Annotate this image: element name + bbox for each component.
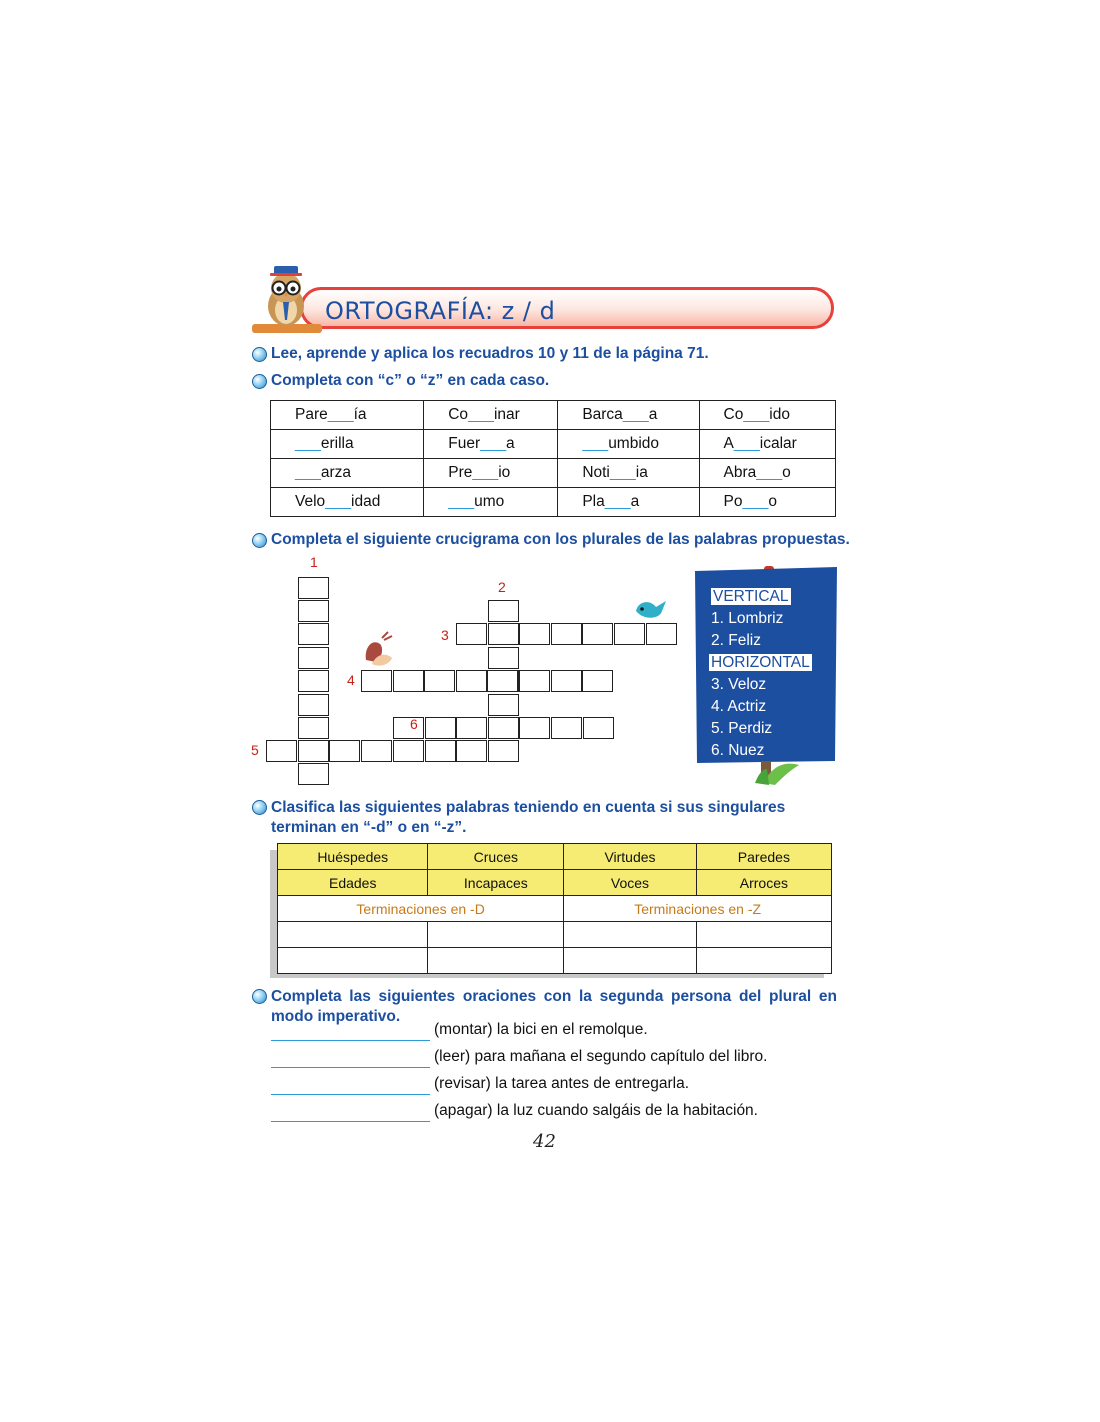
crossword-cell[interactable]: [298, 623, 329, 645]
word-suffix: a: [505, 435, 515, 452]
fill-cell[interactable]: [271, 401, 424, 430]
fill-in-table: [270, 400, 836, 517]
table-row: [278, 896, 832, 922]
blank-mark: ___: [295, 464, 321, 481]
instruction-3: Completa el siguiente crucigrama con los plurales de las palabras propuestas.: [271, 531, 850, 548]
sentence-3: (revisar) la tarea antes de entregarla.: [434, 1075, 690, 1092]
answer-row: [278, 948, 832, 974]
word-cell: Virtudes: [564, 844, 697, 870]
blank-mark: ___: [733, 435, 760, 452]
word-suffix: umbido: [608, 435, 660, 452]
crossword-cell[interactable]: [298, 694, 329, 716]
crossword-cell[interactable]: [425, 740, 456, 762]
crossword-cell[interactable]: [266, 740, 297, 762]
crossword-cell[interactable]: [393, 717, 424, 739]
answer-cell[interactable]: [564, 948, 697, 974]
fill-cell[interactable]: [271, 430, 424, 459]
header-terminaciones-z: Terminaciones en -Z: [564, 896, 832, 922]
word-prefix: Co: [723, 406, 744, 423]
blank-mark: ___: [325, 493, 352, 510]
instruction-1: Lee, aprende y aplica los recuadros 10 y 11 de la página 71.: [271, 345, 709, 362]
word-suffix: icalar: [759, 435, 797, 452]
crossword-cell[interactable]: [361, 670, 392, 692]
crossword-cell[interactable]: [361, 740, 392, 762]
blank-mark: ___: [295, 435, 321, 452]
classify-table: [277, 843, 832, 974]
word-cell: Huéspedes: [278, 844, 428, 870]
clue-2: 2. Feliz: [711, 632, 761, 649]
word-suffix: ido: [769, 406, 790, 423]
crossword-cell[interactable]: [519, 670, 550, 692]
word-prefix: Abra: [723, 464, 757, 481]
instruction-4: Clasifica las siguientes palabras teniendo en cuenta si sus singulares terminan en “-d” o en “-z”.: [271, 799, 786, 836]
blank-mark: ___: [743, 406, 770, 423]
crossword-cell[interactable]: [424, 670, 455, 692]
fill-cell[interactable]: [558, 401, 699, 430]
blank-mark: ___: [327, 406, 354, 423]
word-prefix: Pre: [448, 464, 473, 481]
crossword-cell[interactable]: [582, 623, 613, 645]
answer-line-2[interactable]: [271, 1049, 430, 1068]
word-cell: Incapaces: [428, 870, 564, 896]
blank-mark: ___: [622, 406, 649, 423]
crossword-cell[interactable]: [298, 577, 329, 599]
answer-line-4[interactable]: [271, 1103, 430, 1122]
blank-mark: ___: [480, 435, 506, 452]
sentence-4: (apagar) la luz cuando salgáis de la habitación.: [434, 1102, 758, 1119]
crossword-cell[interactable]: [519, 623, 550, 645]
sentence-2: (leer) para mañana el segundo capítulo del libro.: [434, 1048, 768, 1065]
clue-number-5: 5: [251, 742, 259, 758]
crossword-cell[interactable]: [298, 740, 329, 762]
butterfly-icon: [362, 630, 398, 670]
sentence-1: (montar) la bici en el remolque.: [434, 1021, 648, 1038]
fill-cell[interactable]: [699, 401, 835, 430]
answer-cell[interactable]: [428, 948, 564, 974]
fill-cell[interactable]: [558, 459, 699, 488]
fill-cell[interactable]: [424, 430, 558, 459]
fill-cell[interactable]: [424, 488, 558, 517]
table-row: [278, 844, 832, 870]
crossword-cell[interactable]: [583, 717, 614, 739]
table-row: [271, 488, 836, 517]
word-suffix: o: [768, 493, 778, 510]
crossword-clues: [711, 586, 812, 762]
instruction-5: Completa las siguientes oraciones con la segunda persona del plural en modo imperativo.: [271, 988, 837, 1025]
blank-mark: ___: [756, 464, 783, 481]
answer-cell[interactable]: [278, 948, 428, 974]
crossword-cell[interactable]: [456, 623, 487, 645]
fill-cell[interactable]: [558, 430, 699, 459]
word-suffix: idad: [351, 493, 381, 510]
crossword-cell[interactable]: [298, 670, 329, 692]
clue-4: 4. Actriz: [711, 698, 767, 715]
crossword-cell[interactable]: [614, 623, 645, 645]
crossword-cell[interactable]: [393, 670, 424, 692]
crossword-cell[interactable]: [582, 670, 613, 692]
crossword-cell[interactable]: [298, 647, 329, 669]
bullet-icon: [252, 374, 267, 389]
word-cell: Voces: [564, 870, 697, 896]
clue-number-3: 3: [441, 627, 449, 643]
word-suffix: inar: [493, 406, 520, 423]
clue-number-6: 6: [410, 716, 418, 732]
blank-mark: ___: [472, 464, 499, 481]
answer-cell[interactable]: [564, 922, 697, 948]
clue-1: 1. Lombriz: [711, 610, 784, 627]
crossword-cell[interactable]: [519, 717, 550, 739]
word-suffix: a: [648, 406, 658, 423]
answer-line-1[interactable]: [271, 1022, 430, 1041]
word-suffix: ía: [353, 406, 367, 423]
crossword-cell[interactable]: [298, 763, 329, 785]
page-number: 42: [533, 1131, 556, 1152]
word-suffix: io: [498, 464, 511, 481]
word-cell: Edades: [278, 870, 428, 896]
word-suffix: umo: [474, 493, 505, 510]
fill-cell[interactable]: [271, 488, 424, 517]
word-suffix: ia: [635, 464, 648, 481]
crossword-cell[interactable]: [551, 717, 582, 739]
table-row: [271, 430, 836, 459]
bird-icon: [632, 597, 672, 623]
fill-cell[interactable]: [271, 459, 424, 488]
table-row: [271, 459, 836, 488]
clue-number-2: 2: [498, 579, 506, 595]
fill-cell[interactable]: [699, 488, 835, 517]
crossword-cell[interactable]: [298, 717, 329, 739]
crossword-cell[interactable]: [488, 623, 519, 645]
blank-mark: ___: [582, 435, 609, 452]
word-prefix: Co: [448, 406, 469, 423]
fill-cell[interactable]: [424, 459, 558, 488]
header-terminaciones-d: Terminaciones en -D: [278, 896, 564, 922]
word-suffix: a: [630, 493, 640, 510]
answer-row: [278, 922, 832, 948]
word-prefix: Pla: [582, 493, 605, 510]
owl-mascot-icon: [252, 262, 322, 336]
word-prefix: Barca: [582, 406, 623, 423]
word-cell: Arroces: [696, 870, 831, 896]
crossword-cell[interactable]: [488, 600, 519, 622]
page-title: ORTOGRAFÍA: z / d: [325, 297, 556, 325]
crossword-cell[interactable]: [298, 600, 329, 622]
vertical-heading: VERTICAL: [713, 588, 789, 605]
word-suffix: o: [782, 464, 791, 481]
fill-cell[interactable]: [699, 430, 835, 459]
blank-mark: ___: [604, 493, 631, 510]
word-prefix: Velo: [295, 493, 326, 510]
crossword-cell[interactable]: [393, 740, 424, 762]
word-suffix: erilla: [320, 435, 354, 452]
crossword-cell[interactable]: [488, 740, 519, 762]
bullet-icon: [252, 347, 267, 362]
clue-number-1: 1: [310, 554, 318, 570]
crossword-cell[interactable]: [646, 623, 677, 645]
word-prefix: Noti: [582, 464, 610, 481]
crossword-cell[interactable]: [456, 717, 487, 739]
table-row: [278, 870, 832, 896]
bullet-icon: [252, 533, 267, 548]
clue-6: 6. Nuez: [711, 742, 765, 759]
instruction-2: Completa con “c” o “z” en cada caso.: [271, 372, 550, 389]
crossword-cell[interactable]: [329, 740, 360, 762]
blank-mark: ___: [742, 493, 769, 510]
crossword-cell[interactable]: [487, 670, 518, 692]
word-cell: Paredes: [696, 844, 831, 870]
answer-cell[interactable]: [278, 922, 428, 948]
crossword-cell[interactable]: [488, 717, 519, 739]
bullet-icon: [252, 989, 267, 1004]
table-row: [271, 401, 836, 430]
blank-mark: ___: [468, 406, 494, 423]
bullet-icon: [252, 800, 267, 815]
word-cell: Cruces: [428, 844, 564, 870]
horizontal-heading: HORIZONTAL: [711, 654, 810, 671]
word-prefix: Pare: [295, 406, 328, 423]
answer-cell[interactable]: [696, 922, 831, 948]
crossword-cell[interactable]: [456, 740, 487, 762]
clue-number-4: 4: [347, 672, 355, 688]
crossword-cell[interactable]: [551, 670, 582, 692]
word-prefix: Fuer: [448, 435, 481, 452]
crossword-cell[interactable]: [488, 647, 519, 669]
crossword-cell[interactable]: [551, 623, 582, 645]
fill-cell[interactable]: [699, 459, 835, 488]
word-suffix: arza: [320, 464, 352, 481]
answer-cell[interactable]: [696, 948, 831, 974]
clue-3: 3. Veloz: [711, 676, 767, 693]
fill-cell[interactable]: [558, 488, 699, 517]
crossword-cell[interactable]: [425, 717, 456, 739]
answer-cell[interactable]: [428, 922, 564, 948]
word-prefix: Po: [723, 493, 743, 510]
crossword-cell[interactable]: [456, 670, 487, 692]
crossword-cell[interactable]: [488, 694, 519, 716]
blank-mark: ___: [448, 493, 475, 510]
fill-cell[interactable]: [424, 401, 558, 430]
clue-5: 5. Perdiz: [711, 720, 773, 737]
blank-mark: ___: [609, 464, 636, 481]
word-prefix: A: [723, 435, 734, 452]
answer-line-3[interactable]: [271, 1076, 430, 1095]
